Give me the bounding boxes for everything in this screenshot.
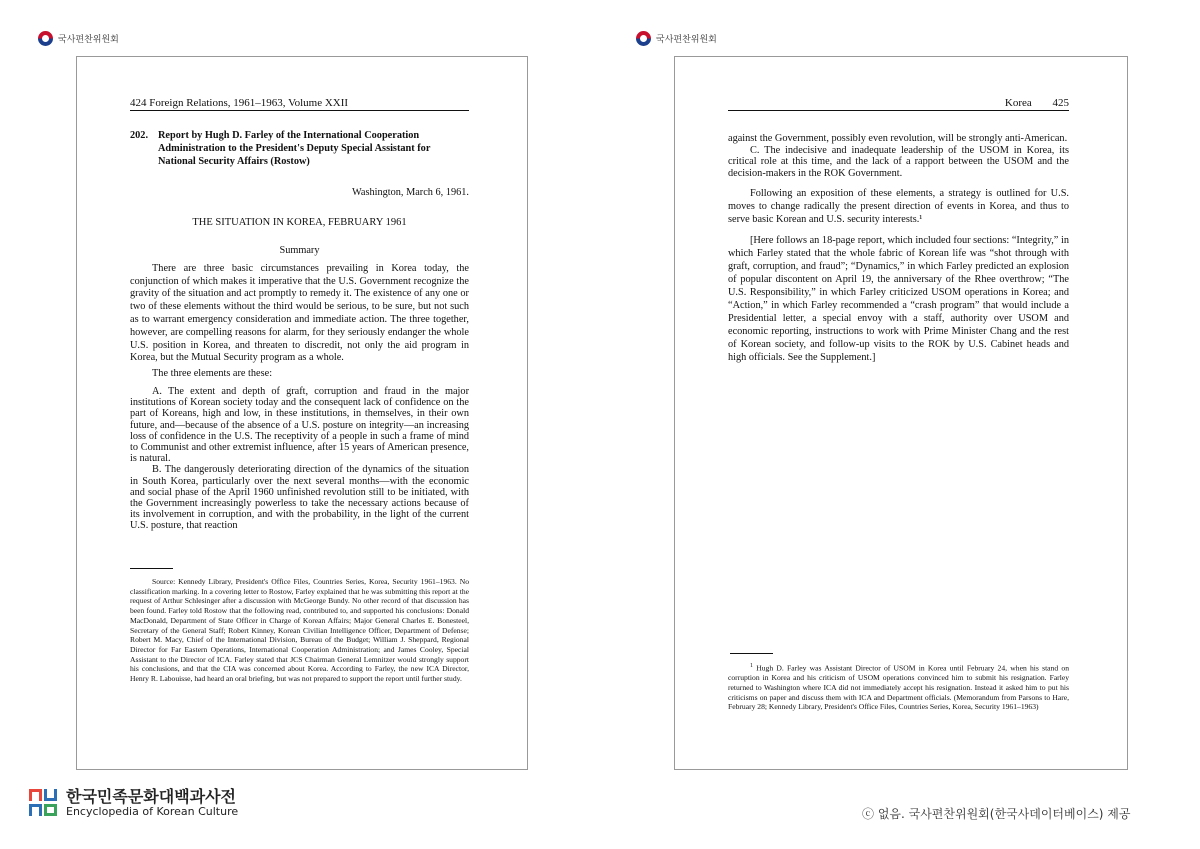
brand-logo-icon xyxy=(29,789,61,817)
running-head xyxy=(130,97,469,111)
document-page-left xyxy=(76,56,528,770)
dateline: Washington, March 6, 1961. xyxy=(352,187,469,199)
running-head xyxy=(728,97,1069,111)
taegeuk-icon xyxy=(636,31,651,46)
org-logo-left xyxy=(38,31,119,46)
brand-name-english: Encyclopedia of Korean Culture xyxy=(66,805,239,818)
summary-heading: Summary xyxy=(279,244,320,256)
paragraph: [Here follows an 18-page report, which included four sections: “Integrity,” in which Farley stated that the whole fabric of Korean life was “shot through with graft, corruption, and fraud”; “Dynamics,” in which Farley predicted an explosion of popular discontent on April 19, the anniversary of the Rhee overthrow; “The U.S. Responsibility,” in which Farley criticized USOM operations in Korea; and “Action,” in which Farley recommended a “crash program” that would include a Presidential letter, a special envoy with a staff, authority over USOM and economic reporting, instructions to work with Prime Minister Chang and the rest of Korean society, and follow-up visits to the ROK by U.S. Cabinet heads and high officials. See the Supplement.] xyxy=(728,235,1069,363)
footnote xyxy=(728,662,1069,712)
paragraph: There are three basic circumstances prevailing in Korea today, the conjunction of which makes it imperative that the U.S. Government recognize the gravity of the situation and act promptly to remedy it. The existence of any one or two of these elements without the third would be serious, to be sure, but not such as to warrant emergency consideration and immediate action. The three together, however, are compelling reasons for alarm, for they seriously endanger the whole U.S. position in Korea, and threaten to discredit, not only the aid program in Korea, but the Mutual Security program as a whole. xyxy=(130,262,469,364)
footnote-marker: 1 xyxy=(750,663,753,669)
paragraph: B. The dangerously deteriorating direction of the dynamics of the situation in South Korea, particularly over the next several months—with the economic and social phase of the April 1960 unfinished revolution still to be initiated, with the Government increasingly powerless to take the necessary actions because of its involvement in corruption, and with the probability, in the light of the current U.S. posture, that reaction xyxy=(130,464,469,532)
taegeuk-icon xyxy=(38,31,53,46)
section-title: THE SITUATION IN KOREA, FEBRUARY 1961 xyxy=(192,217,407,229)
org-logo-right xyxy=(636,31,717,46)
document-heading xyxy=(130,130,469,168)
encyclopedia-brand xyxy=(29,788,238,818)
page-number: 425 xyxy=(1052,97,1069,109)
running-head-text: 424 Foreign Relations, 1961–1963, Volume XXII xyxy=(130,97,349,109)
page-content xyxy=(728,133,1069,364)
brand-name-korean: 한국민족문화대백과사전 xyxy=(66,787,237,806)
page-content xyxy=(130,130,469,532)
source-footnote: Source: Kennedy Library, President's Office Files, Countries Series, Korea, Security 1961–1963. No classification marking. In a covering letter to Rostow, Farley explained that he was submitting this report at the request of Arthur Schlesinger after a discussion with McGeorge Bundy. No other record of that discussion has been found. Farley told Rostow that the following read, contributed to, and supported his conclusions: Donald MacDonald, Department of State Officer in Charge of Korean Affairs; Major General Charles E. Bonesteel, Secretary of the General Staff; Robert Kinney, Korean Civilian Intelligence Officer, Department of Defense; Robert M. Macy, Chief of the International Division, Bureau of the Budget; William J. Sheppard, Regional Director for Far Eastern Operations, International Cooperation Administration; and James Cooley, Special Assistant to the Director of ICA. Farley stated that JCS Chairman General Lemnitzer would strongly support his conclusions, and that the CIA was concerned about Korea. According to Farley, the new ICA Director, Henry R. Labouisse, had heard an oral briefing, but was not prepared to support the report until further study. xyxy=(130,577,469,684)
footnote-text: Hugh D. Farley was Assistant Director of USOM in Korea until February 24, when his stand on corruption in Korea and his criticism of USOM operations convinced him to submit his resignation. Farley returned to Washington where ICA did not immediately accept his resignation. Instead it asked him to put his criticisms on paper and discuss them with ICA and Department officials. (Memorandum from Parsons to Hare, February 28; Kennedy Library, President's Office Files, Countries Series, Korea, Security 1961–1963) xyxy=(728,663,1069,712)
paragraph: against the Government, possibly even revolution, will be strongly anti-American. xyxy=(728,133,1068,144)
org-label: 국사편찬위원회 xyxy=(58,35,119,45)
footnote-rule xyxy=(130,568,173,569)
running-head-text: Korea xyxy=(1004,97,1032,109)
document-title: Report by Hugh D. Farley of the International Cooperation Administration to the President's Deputy Special Assistant for National Security Affairs (Rostow) xyxy=(158,130,431,167)
paragraph: C. The indecisive and inadequate leadership of the USOM in Korea, its critical role at this time, and the lack of a rapport between the USOM and the decision-makers in the ROK Government. xyxy=(728,144,1069,179)
copyright-credit: ⓒ 없음. 국사편찬위원회(한국사데이터베이스) 제공 xyxy=(862,807,1131,821)
footnote-rule xyxy=(730,653,773,654)
document-page-right xyxy=(674,56,1128,770)
org-label: 국사편찬위원회 xyxy=(656,35,717,45)
document-number: 202. xyxy=(130,130,149,141)
paragraph: Following an exposition of these elements, a strategy is outlined for U.S. moves to change radically the present direction of events in Korea, and thus to serve basic Korean and U.S. security interests.¹ xyxy=(728,188,1069,225)
paragraph: The three elements are these: xyxy=(152,368,273,380)
paragraph: A. The extent and depth of graft, corruption and fraud in the major institutions of Korean society today and the consequent lack of confidence on the part of Koreans, high and low, in these institutions, in themselves, in their own future, and—because of the absence of a U.S. posture on integrity—an increasing loss of confidence in the U.S. The receptivity of a people in such a frame of mind to Communist and other extremist influence, after 15 years of American presence, is natural. xyxy=(130,385,469,465)
